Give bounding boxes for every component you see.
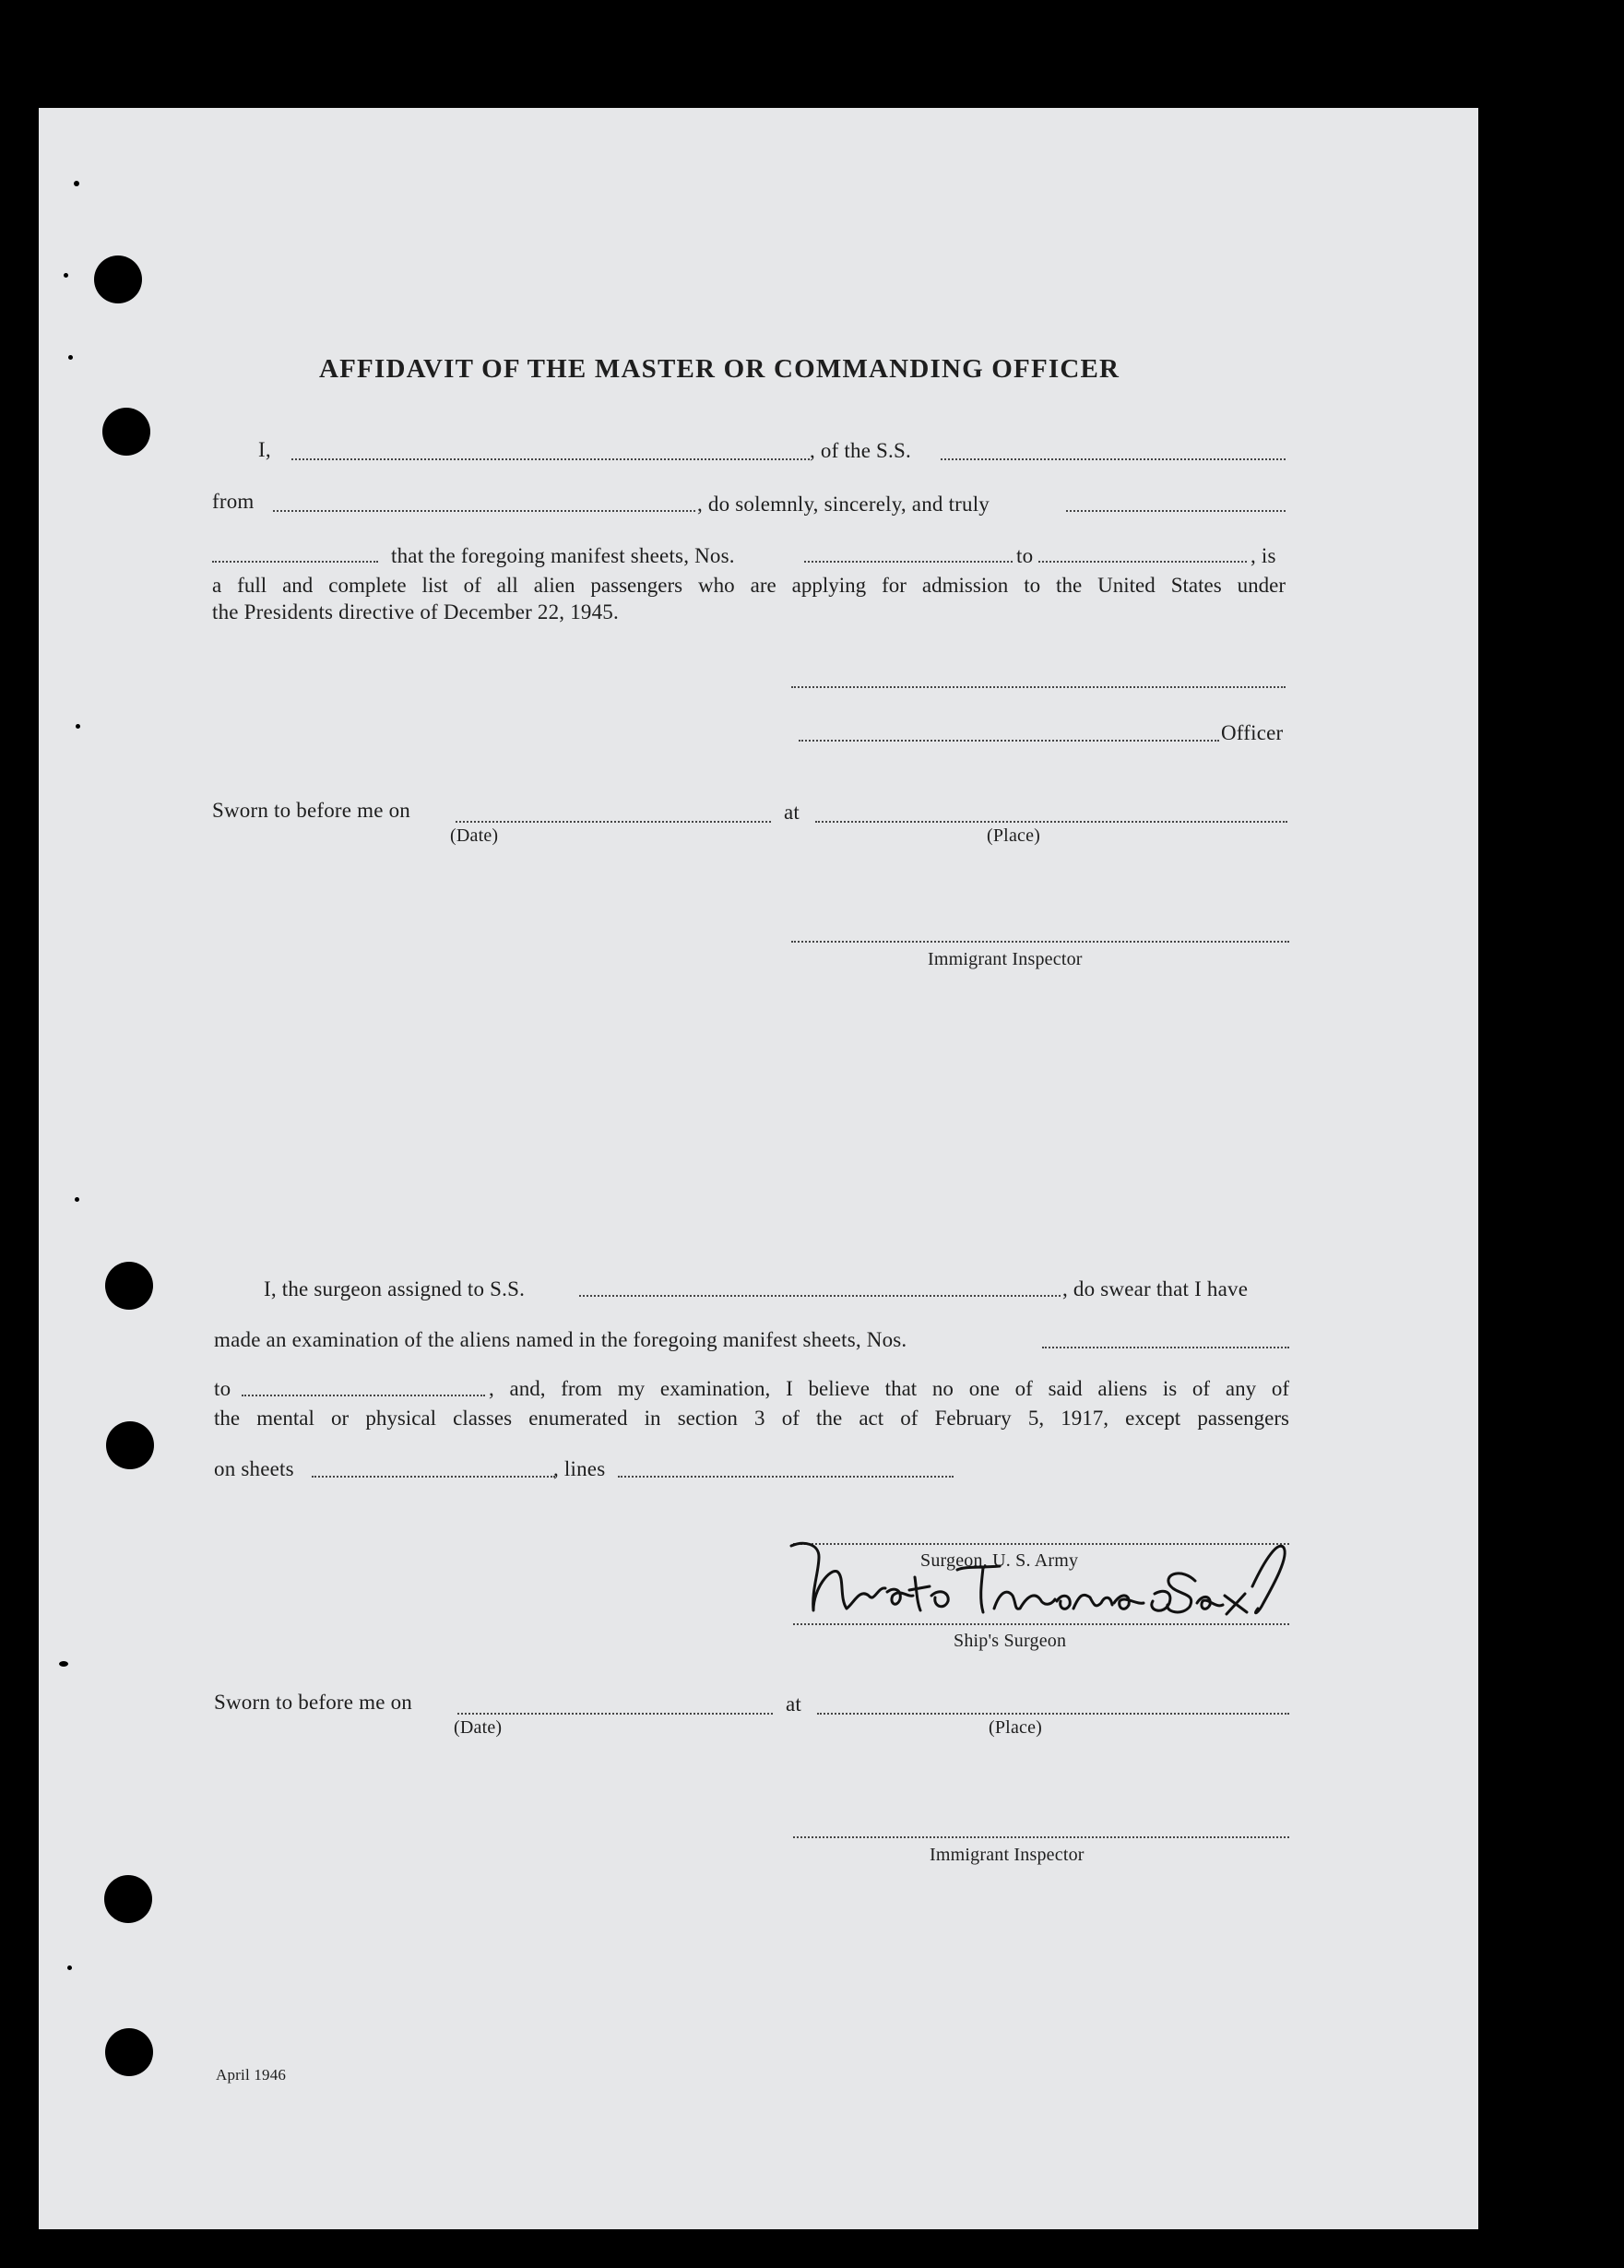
master-solemnly-label: , do solemnly, sincerely, and truly <box>697 493 990 516</box>
officer-signature-field-2[interactable] <box>799 740 1219 742</box>
master-ship-field[interactable] <box>941 458 1286 460</box>
master-is-label: , is <box>1251 544 1276 567</box>
punch-hole <box>94 255 142 303</box>
punch-hole <box>105 1262 153 1310</box>
master-from-field[interactable] <box>273 510 695 512</box>
surgeon-sheet-from-field[interactable] <box>1042 1347 1289 1348</box>
master-sheet-to-field[interactable] <box>1038 561 1247 563</box>
master-inspector-field[interactable] <box>791 941 1289 943</box>
surgeon-sworn-date-field[interactable] <box>457 1713 773 1715</box>
surgeon-army-label: Surgeon, U. S. Army <box>920 1550 1079 1571</box>
master-name-field[interactable] <box>291 458 810 460</box>
surgeon-at-label: at <box>786 1692 801 1716</box>
surgeon-examination-label: made an examination of the aliens named in the foregoing manifest sheets, Nos. <box>214 1328 907 1351</box>
speck <box>64 273 68 278</box>
surgeon-date-caption: (Date) <box>454 1717 503 1738</box>
master-swear-field[interactable] <box>1066 510 1286 512</box>
speck <box>67 1965 72 1970</box>
surgeon-to-label: to <box>214 1377 231 1400</box>
master-place-caption: (Place) <box>987 825 1041 846</box>
surgeon-inspector-label: Immigrant Inspector <box>930 1845 1085 1865</box>
surgeon-place-caption: (Place) <box>989 1717 1043 1738</box>
surgeon-lines-field[interactable] <box>618 1476 954 1478</box>
surgeon-belief-line: , and, from my examination, I believe that no one of said aliens is of any of <box>489 1377 1289 1400</box>
surgeon-signature <box>786 1531 1302 1633</box>
master-sworn-place-field[interactable] <box>815 821 1287 823</box>
speck <box>76 724 80 729</box>
surgeon-lines-label: , lines <box>553 1457 606 1480</box>
punch-hole <box>106 1421 154 1469</box>
surgeon-inspector-field[interactable] <box>793 1836 1289 1838</box>
speck <box>59 1661 68 1667</box>
master-manifest-label: that the foregoing manifest sheets, Nos. <box>391 544 735 567</box>
surgeon-assigned-label: I, the surgeon assigned to S.S. <box>264 1277 526 1300</box>
officer-label: Officer <box>1221 721 1284 744</box>
punch-hole <box>104 1875 152 1923</box>
surgeon-sworn-place-field[interactable] <box>817 1713 1289 1715</box>
surgeon-sworn-label: Sworn to before me on <box>214 1691 412 1714</box>
page-title: AFFIDAVIT OF THE MASTER OR COMMANDING OFFICER <box>319 354 1120 384</box>
surgeon-swear-label: , do swear that I have <box>1062 1277 1249 1300</box>
surgeon-sheet-to-field[interactable] <box>242 1395 485 1396</box>
punch-hole <box>102 408 150 456</box>
master-to-label: to <box>1016 544 1034 567</box>
punch-hole <box>105 2028 153 2076</box>
master-statement-line: the Presidents directive of December 22, 1945. <box>212 600 619 623</box>
master-sworn-label: Sworn to before me on <box>212 799 410 822</box>
speck <box>75 1197 79 1202</box>
surgeon-sheets-field[interactable] <box>312 1476 555 1478</box>
master-date-caption: (Date) <box>450 825 499 846</box>
ship-surgeon-label: Ship's Surgeon <box>954 1631 1067 1651</box>
master-sworn-date-field[interactable] <box>456 821 771 823</box>
master-from-label: from <box>212 490 255 513</box>
form-revision-date: April 1946 <box>216 2066 287 2084</box>
officer-signature-field-1[interactable] <box>791 686 1286 688</box>
surgeon-on-sheets-label: on sheets <box>214 1457 294 1480</box>
speck <box>74 181 79 186</box>
master-statement-line: a full and complete list of all alien passengers who are applying for admission to the United States under <box>212 574 1286 597</box>
master-sheet-from-field[interactable] <box>804 561 1013 563</box>
master-i-label: I, <box>258 438 271 461</box>
speck <box>68 355 73 360</box>
surgeon-classes-line: the mental or physical classes enumerated in section 3 of the act of February 5, 1917, except passengers <box>214 1407 1289 1430</box>
master-at-label: at <box>784 801 800 824</box>
master-of-ss-label: , of the S.S. <box>810 439 911 462</box>
master-inspector-label: Immigrant Inspector <box>928 949 1083 969</box>
surgeon-ship-field[interactable] <box>579 1295 1061 1297</box>
form-page <box>39 108 1478 2229</box>
master-verb-field[interactable] <box>212 561 378 563</box>
